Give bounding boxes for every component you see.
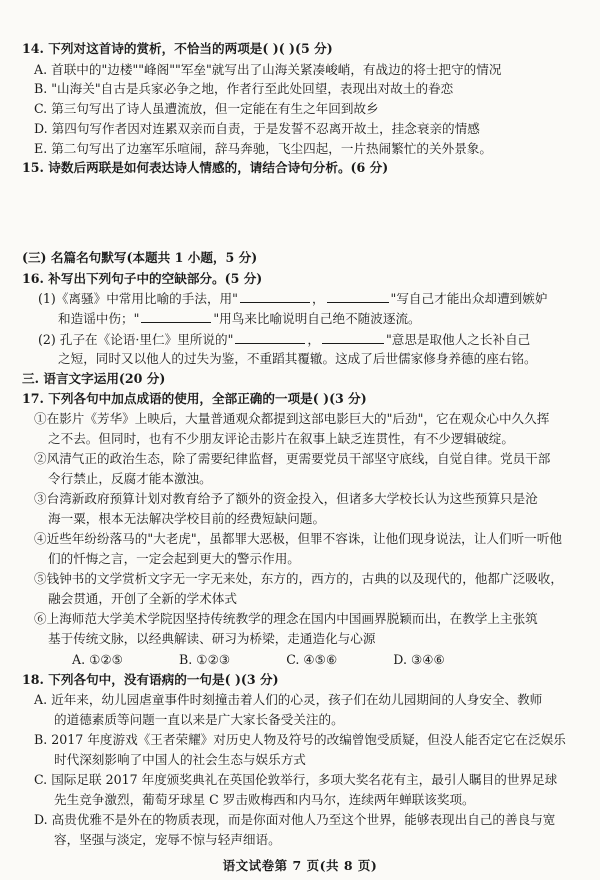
q16-blank-4[interactable] [235, 331, 305, 344]
q17-sentence-3-line-1 [34, 491, 538, 507]
q17-sentence-6-line-2: 基于传统文脉，以经典解读、研习为桥梁，走通造化与心源 [48, 631, 376, 646]
q18-option-b-line-1: B. 2017 年度游戏《王者荣耀》对历史人物及符号的改编曾饱受质疑，但没人能否定它在泛娱乐 [34, 732, 566, 747]
q17-num-3: ③ [34, 491, 47, 506]
q17-num-4: ④ [34, 531, 47, 546]
q17-sentence-3-text-a: 台湾新政府预算计划对教育给予了额外的资金投入，但诸多大学校长认为这些预算只是沧 [46, 491, 538, 506]
q17-sentence-5-line-2: 融会贯通，开创了全新的学术体式 [48, 591, 237, 606]
q17-sentence-3-line-2: 海一粟，根本无法解决学校目前的经费短缺问题。 [48, 511, 326, 526]
page-footer: 语文试卷第 7 页(共 8 页) [222, 858, 378, 873]
q17-sentence-2-line-2: 令行禁止，反腐才能本激浊。 [48, 471, 212, 486]
q14-option-d: D. 第四句写作者因对连累双亲而自责，于是发誓不忍离开故土，挂念衰亲的情感 [34, 121, 480, 136]
q17-num-1: ① [34, 411, 47, 426]
q17-num-2: ② [34, 451, 47, 466]
q14-option-a: A. 首联中的"边楼""峰阁""军垒"就写出了山海关紧凑峻峭，有战边的将士把守的情况 [34, 62, 502, 77]
q16-blank-2[interactable] [327, 290, 389, 303]
q14-option-b: B. "山海关"自古是兵家必争之地，作者行至此处回望，表现出对故土的眷恋 [34, 81, 454, 96]
q16-item-1-text-b: "写自己才能出众却遭到嫉妒 [390, 291, 548, 306]
q16-item-1-sep: ， [311, 291, 325, 306]
q17-sentence-4-text-a: 近些年纷纷落马的"大老虎"，虽都罪大恶极，但罪不容诛，让他们现身说法，让人们听一听他 [46, 531, 562, 546]
q17-sentence-1-line-2: 之不去。但同时，也有不少朋友评论击影片在叙事上缺乏连贯性，有不少逻辑破绽。 [48, 431, 514, 446]
q17-sentence-5-text-a: 钱钟书的文学赏析文字无一字无来处，东方的，西方的，古典的以及现代的，他都广泛吸收， [46, 571, 563, 586]
q18-option-a-line-2: 的道德素质等问题一直以来是广大家长备受关注的。 [54, 712, 344, 727]
q17-sentence-2-line-1 [34, 451, 550, 467]
q17-prompt: 17. 下列各句中加点成语的使用，全部正确的一项是( )(3 分) [22, 391, 367, 406]
q15-prompt: 15. 诗数后两联是如何表达诗人情感的，请结合诗句分析。(6 分) [22, 160, 389, 175]
q17-sentence-5-line-1 [34, 571, 563, 587]
q14-prompt: 14. 下列对这首诗的赏析，不恰当的两项是( )( )(5 分) [22, 41, 333, 56]
q17-sentence-4-line-2: 们的忏悔之言，一定会起到更大的警示作用。 [48, 551, 300, 566]
q17-sentence-1-text-a: 在影片《芳华》上映后，大量普通观众都提到这部电影巨大的"后劲"，它在观众心中久久挥 [46, 411, 550, 426]
q18-prompt: 18. 下列各句中，没有语病的一句是( )(3 分) [22, 672, 279, 687]
q18-option-d-line-1: D. 高贵优雅不是外在的物质表现，而是你面对他人乃至这个世界，能够表现出自己的善良与宽 [34, 812, 556, 827]
q16-item-2-text-a: (2) 孔子在《论语·里仁》里所说的" [38, 332, 234, 347]
q17-num-6: ⑥ [34, 611, 47, 626]
q16-item-2-line-2: 之短，同时又以他人的过失为鉴，不重蹈其覆辙。这成了后世儒家修身养德的座右铭。 [58, 351, 537, 366]
q16-blank-1[interactable] [240, 290, 310, 303]
q17-sentence-2-text-a: 风清气正的政治生态，除了需要纪律监督，更需要党员干部坚守底线，自觉自律。党员干部 [46, 451, 551, 466]
q16-item-1-line-2 [58, 310, 421, 327]
q16-item-2-line-1 [38, 331, 530, 348]
q18-option-c-line-2: 先生竞争激烈，葡萄牙球星 C 罗击败梅西和内马尔，连续两年蝉联该奖项。 [54, 792, 475, 807]
q16-item-2-text-b: "意思是取他人之长补自己 [385, 332, 531, 347]
section-language-title: 三. 语言文字运用(20 分) [22, 371, 166, 386]
section-3-title: (三) 名篇名句默写(本题共 1 小题，5 分) [22, 250, 258, 265]
q18-option-b-line-2: 时代深刻影响了中国人的社会生态与娱乐方式 [54, 752, 306, 767]
q17-sentence-4-line-1 [34, 531, 562, 547]
q17-sentence-6-line-1 [34, 611, 538, 627]
q17-options: A. ①②⑤ B. ①②③ C. ④⑤⑥ D. ③④⑥ [72, 652, 445, 667]
q16-item-1-line-1 [38, 290, 547, 307]
q16-item-2-sep: ， [307, 332, 320, 347]
q16-item-1-text-c: 和造谣中伤；" [58, 311, 140, 326]
q17-num-5: ⑤ [34, 571, 47, 586]
q17-sentence-1-line-1 [34, 411, 549, 427]
q14-option-c: C. 第三句写出了诗人虽遭流放，但一定能在有生之年回到故乡 [34, 101, 379, 116]
q16-blank-3[interactable] [141, 310, 211, 323]
q14-option-e: E. 第二句写出了边塞军乐喧闹，辞马奔驰，飞尘四起，一片热闹繁忙的关外景象。 [34, 141, 492, 156]
q16-item-1-text-a: (1)《离骚》中常用比喻的手法，用" [38, 291, 238, 306]
q16-item-1-text-d: "用鸟来比喻说明自己绝不随波逐流。 [213, 311, 421, 326]
q17-sentence-6-text-a: 上海师范大学美术学院因坚持传统教学的理念在国内中国画界脱颖而出，在教学上主张筑 [46, 611, 538, 626]
q16-prompt: 16. 补写出下列句子中的空缺部分。(5 分) [22, 271, 263, 286]
q18-option-d-line-2: 容，坚强与淡定，宠辱不惊与轻声细语。 [54, 832, 281, 847]
q18-option-a-line-1: A. 近年来，幼儿园虐童事件时刻撞击着人们的心灵，孩子们在幼儿园期间的人身安全、教师 [34, 692, 543, 707]
q16-blank-5[interactable] [322, 331, 384, 344]
q18-option-c-line-1: C. 国际足联 2017 年度颁奖典礼在英国伦敦举行，多项大奖名花有主，最引人瞩目的世界足球 [34, 772, 558, 787]
